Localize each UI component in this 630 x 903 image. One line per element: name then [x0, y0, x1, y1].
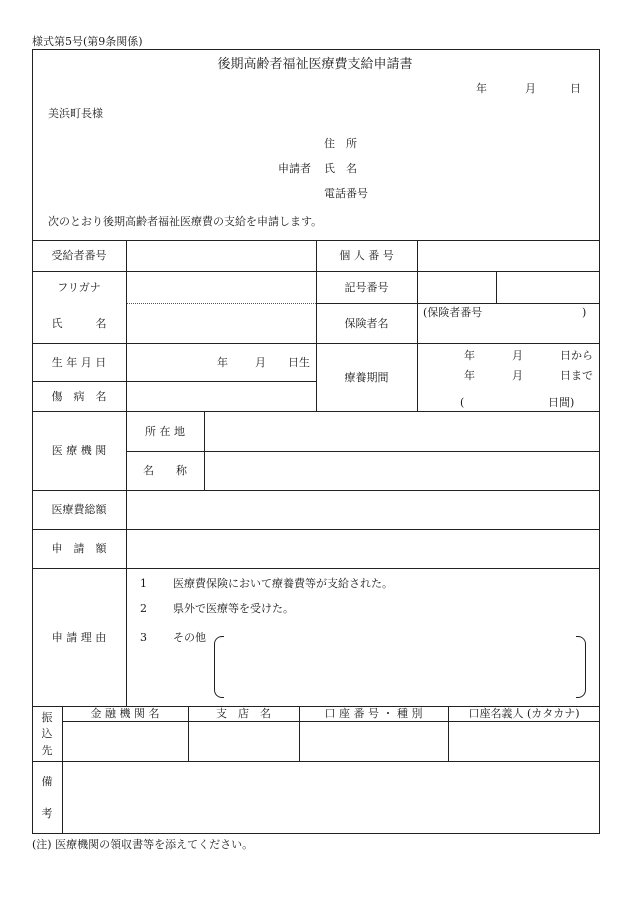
period-end-year[interactable]: 年 — [464, 369, 475, 382]
remarks-label-char: 考 — [41, 807, 53, 821]
total-medical-cost-field[interactable] — [127, 491, 600, 529]
date-day[interactable]: 日 — [570, 82, 581, 95]
institution-name-field[interactable] — [205, 452, 600, 490]
birth-month-unit[interactable]: 月 — [255, 356, 266, 369]
symbol-number-field[interactable] — [418, 272, 600, 303]
period-end-month[interactable]: 月 — [512, 369, 523, 382]
remarks-label-char: 備 — [41, 775, 53, 789]
remarks-field[interactable] — [63, 762, 600, 834]
transfer-label-char: 先 — [41, 743, 53, 757]
transfer-label — [32, 709, 62, 759]
branch-name-header: 支 店 名 — [216, 707, 271, 720]
applicant-label: 申請者 — [278, 162, 311, 175]
account-holder-field[interactable] — [449, 722, 600, 761]
form-title: 後期高齢者福祉医療費支給申請書 — [217, 57, 413, 72]
reason-1-text: 医療費保険において療養費等が支給された。 — [173, 577, 393, 590]
footnote: (注) 医療機関の領収書等を添えてください。 — [32, 838, 254, 851]
reason-label: 申 請 理 由 — [51, 630, 107, 644]
account-number-header: 口 座 番 号 ・ 種 別 — [324, 707, 423, 720]
remarks-label — [32, 766, 62, 830]
date-month[interactable]: 月 — [525, 82, 536, 95]
total-medical-cost-label: 医療費総額 — [51, 503, 107, 516]
reason-1-number[interactable]: 1 — [140, 577, 147, 590]
account-holder-header: 口座名義人 (カタカナ) — [468, 707, 580, 720]
period-days-open: ( — [460, 396, 465, 409]
birth-date-label: 生 年 月 日 — [51, 355, 107, 369]
recipient-number-field[interactable] — [127, 241, 316, 271]
name-label: 氏 名 — [51, 316, 107, 330]
date-year[interactable]: 年 — [476, 82, 487, 95]
account-number-field[interactable] — [300, 722, 448, 761]
phone-label: 電話番号 — [324, 187, 368, 200]
claim-amount-field[interactable] — [127, 530, 600, 568]
period-from-text: 日から — [560, 349, 593, 362]
institution-location-label: 所 在 地 — [145, 424, 185, 438]
institution-name-label: 名 称 — [143, 464, 187, 477]
form-number: 様式第5号(第9条関係) — [32, 35, 143, 48]
furigana-field[interactable] — [127, 272, 316, 303]
applicant-name-label: 氏 名 — [324, 162, 357, 175]
personal-number-field[interactable] — [418, 241, 600, 271]
reason-3-text: その他 — [173, 631, 206, 644]
insurer-number-label: (保険者番号 — [423, 306, 483, 319]
reason-3-number[interactable]: 3 — [140, 631, 147, 644]
period-start-year[interactable]: 年 — [464, 349, 475, 362]
period-days-text: 日間) — [548, 396, 575, 409]
address-label: 住 所 — [324, 137, 357, 150]
transfer-label-char: 込 — [41, 727, 53, 741]
birth-day-unit[interactable]: 日生 — [288, 356, 310, 369]
symbol-number-label: 記号番号 — [344, 280, 389, 294]
other-bracket-left — [214, 636, 224, 698]
name-field[interactable] — [127, 304, 316, 343]
insurer-number-close: ) — [582, 306, 587, 319]
institution-location-field[interactable] — [205, 412, 600, 451]
period-start-month[interactable]: 月 — [512, 349, 523, 362]
reason-2-text: 県外で医療等を受けた。 — [173, 602, 294, 615]
addressee: 美浜町長様 — [48, 107, 103, 120]
period-to-text: 日まで — [560, 369, 593, 382]
insurer-name-label: 保険者名 — [344, 316, 389, 330]
birth-year-unit[interactable]: 年 — [217, 356, 228, 369]
other-bracket-right — [576, 636, 586, 698]
disease-name-field[interactable] — [127, 382, 316, 411]
other-reason-field[interactable] — [226, 640, 574, 694]
reason-2-number[interactable]: 2 — [140, 602, 147, 615]
branch-name-field[interactable] — [189, 722, 299, 761]
personal-number-label: 個 人 番 号 — [339, 249, 394, 262]
claim-amount-label: 申 請 額 — [51, 542, 107, 555]
medical-institution-label: 医 療 機 関 — [51, 444, 107, 457]
recipient-number-label: 受給者番号 — [51, 249, 107, 262]
furigana-label: フリガナ — [57, 280, 101, 294]
bank-name-header: 金 融 機 関 名 — [90, 707, 160, 720]
disease-name-label: 傷 病 名 — [51, 389, 107, 403]
treatment-period-label: 療養期間 — [344, 370, 389, 384]
transfer-label-char: 振 — [41, 710, 53, 724]
statement-text: 次のとおり後期高齢者福祉医療費の支給を申請します。 — [48, 215, 323, 228]
bank-name-field[interactable] — [63, 722, 188, 761]
